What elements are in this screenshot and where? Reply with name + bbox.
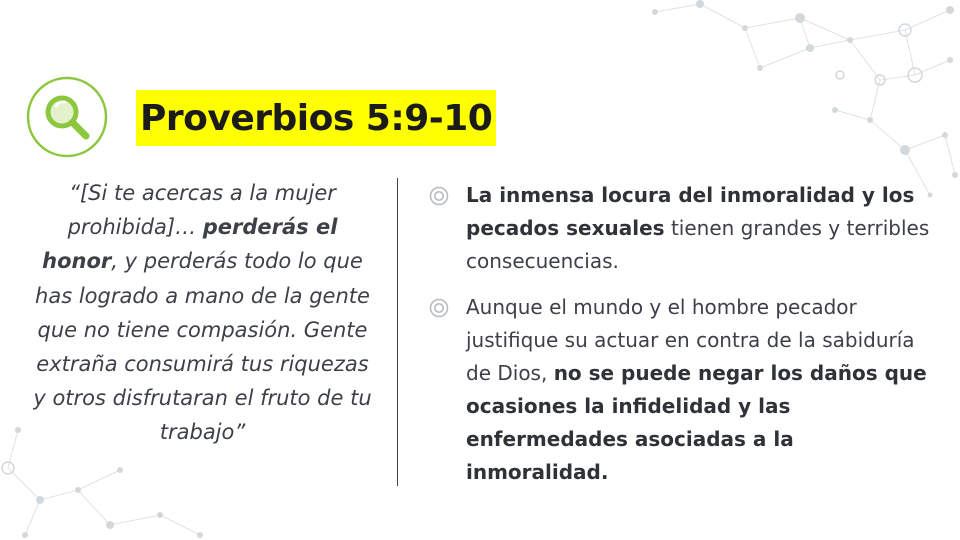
concentric-circle-bullet-icon [429,186,449,206]
magnifying-glass-icon [26,76,108,158]
bullet-item [426,179,936,278]
title-highlight [136,90,496,146]
column-divider [397,178,398,486]
bullet-list [426,179,936,502]
bullet-text-bold: no se puede negar los daños que ocasiones la infidelidad y las enfermedades asociadas a la inmoralidad. [466,361,927,484]
bullet-item [426,291,936,489]
scripture-quote [30,176,375,450]
bullet-text: Aunque el mundo y el hombre pecador justifique su actuar en contra de la sabiduría de Dios, [466,295,915,385]
page-title: Proverbios 5:9-10 [140,97,493,139]
bullet-text-bold: La inmensa locura del inmoralidad y los pecados sexuales [466,183,915,240]
quote-text: , y perderás todo lo que has logrado a mano de la gente que no tiene compasión. Gente extraña consumirá tus riquezas y otros disfrutaran el fruto de tu trabajo” [33,249,372,445]
quote-text: “[Si te acercas a la mujer prohibida]… [67,181,336,240]
quote-text-bold: perderás el honor [42,215,338,274]
concentric-circle-bullet-icon [429,298,449,318]
bullet-text: tienen grandes y terribles consecuencias. [466,216,930,273]
